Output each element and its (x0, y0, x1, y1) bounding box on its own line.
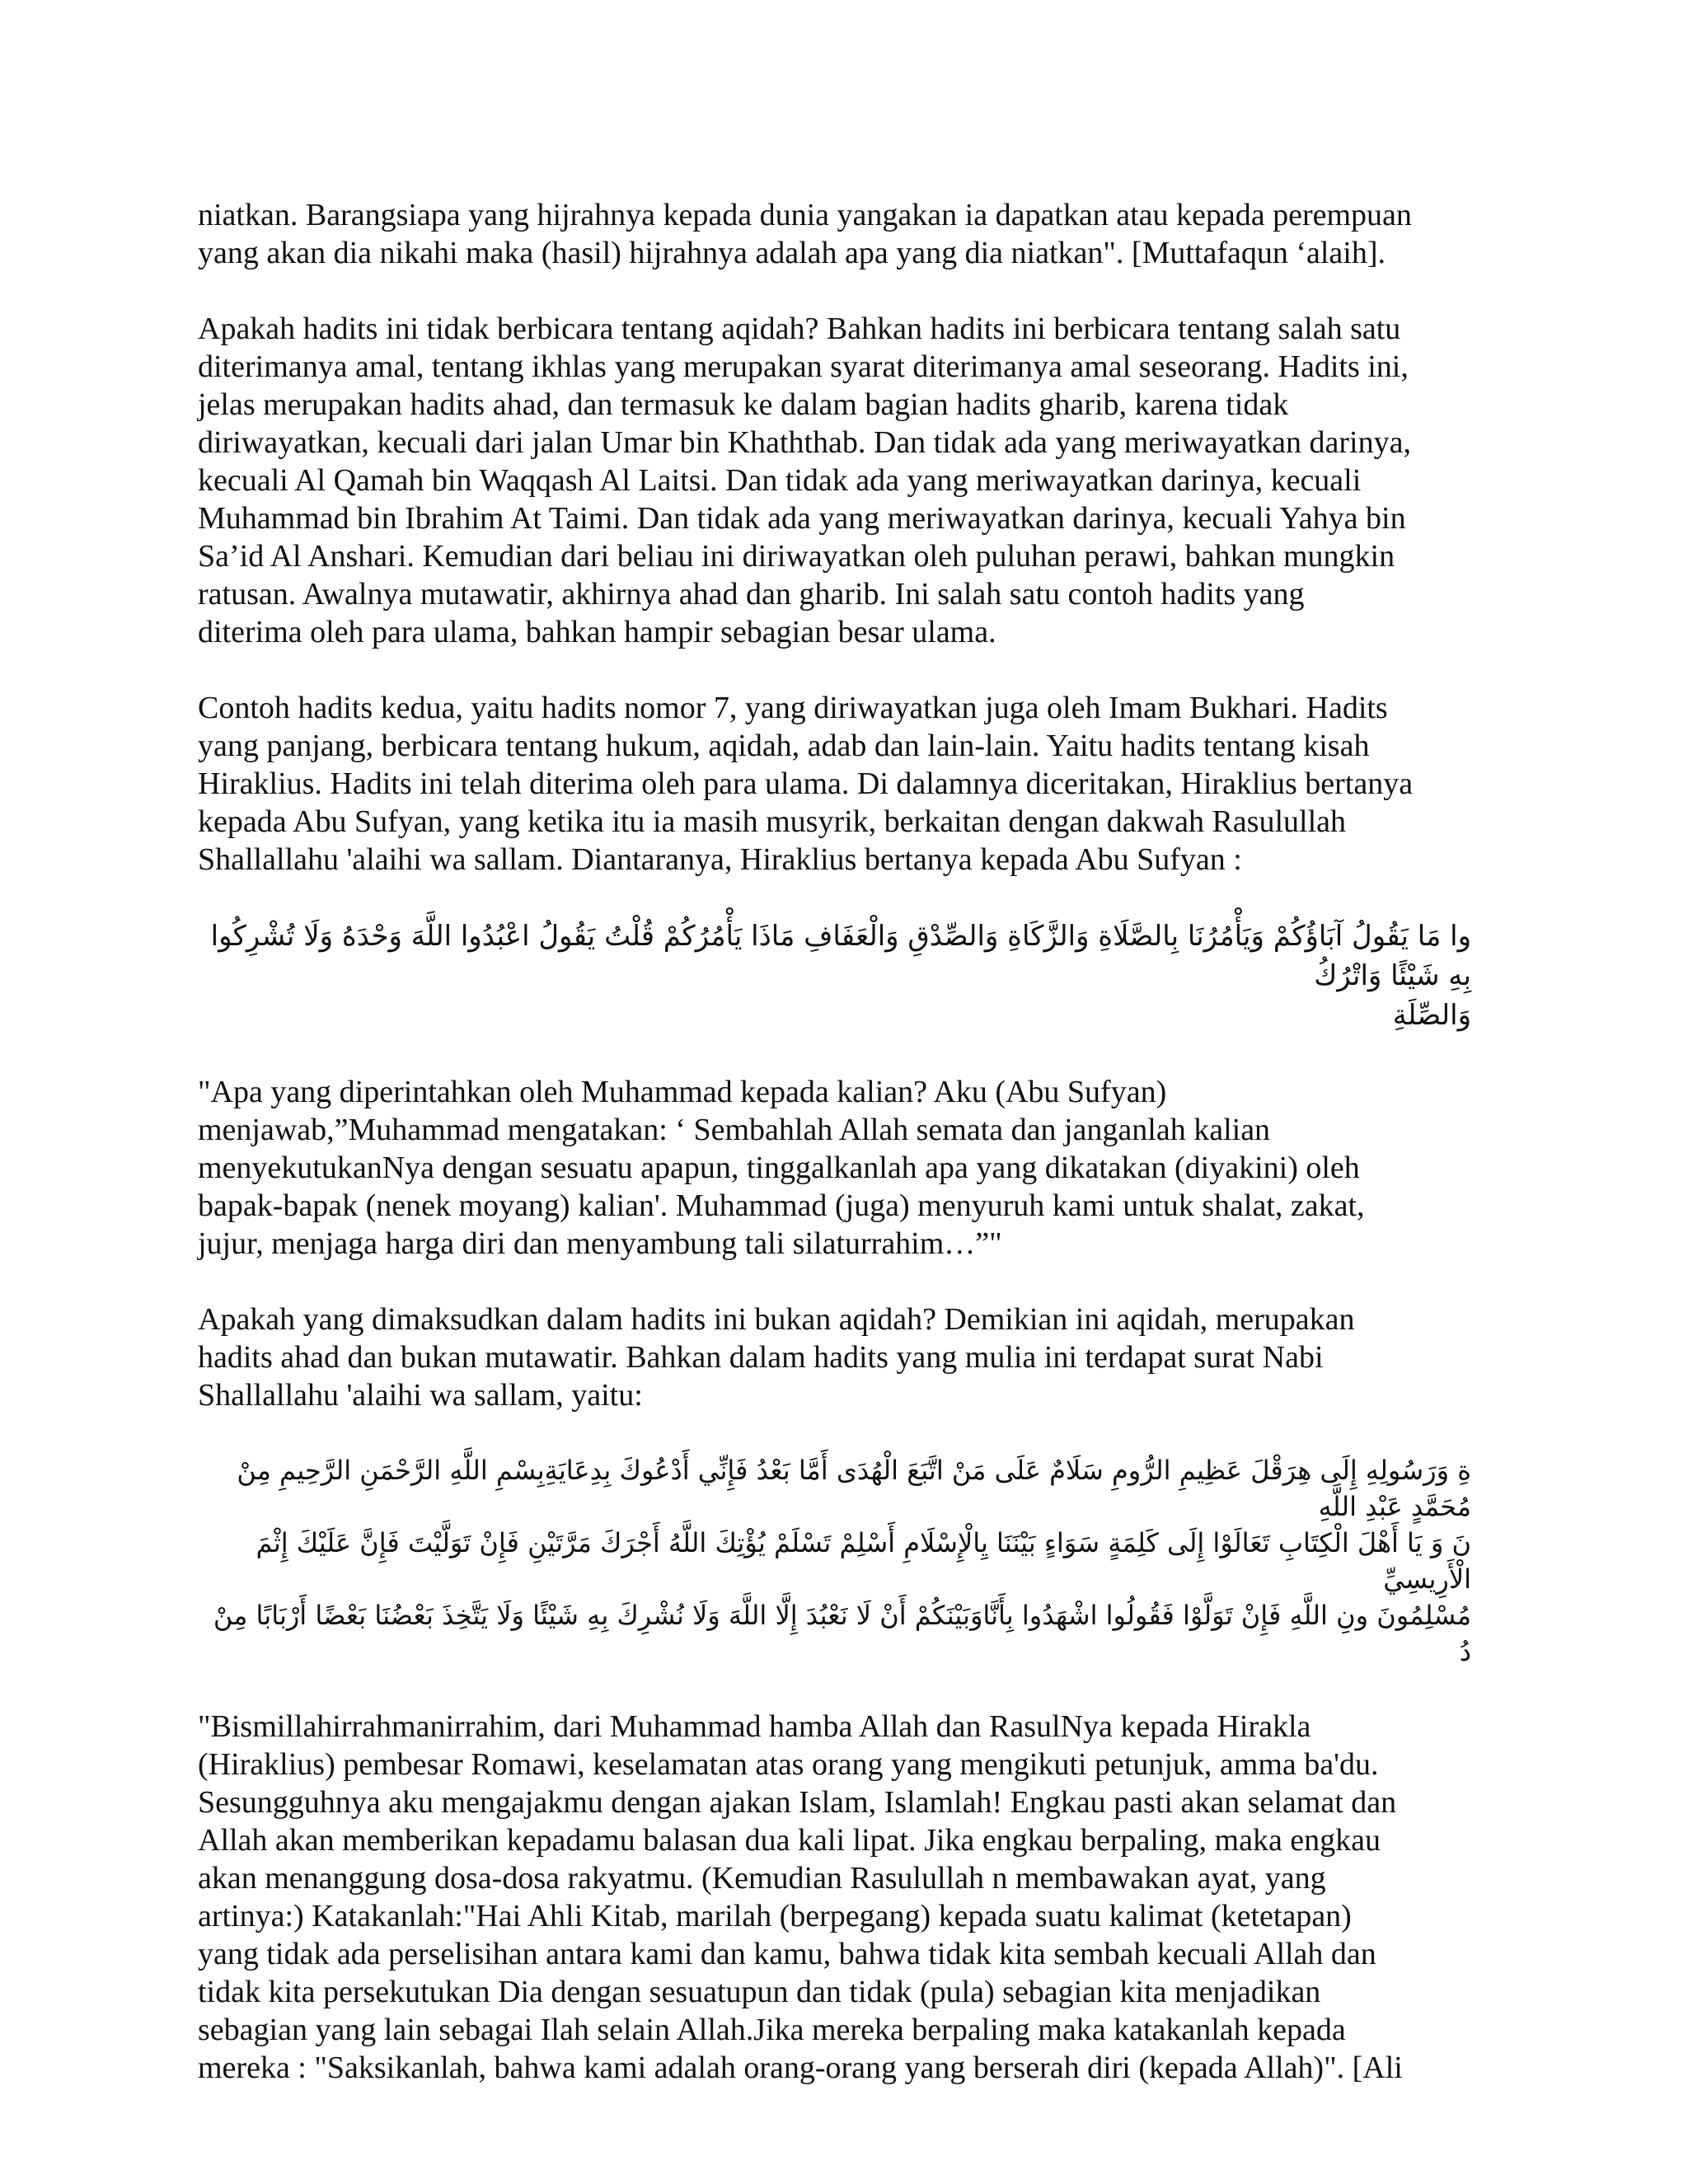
arabic-quote-2: ةِ وَرَسُولِهِ إِلَى هِرَقْلَ عَظِيمِ الرُّومِ سَلَامٌ عَلَى مَنْ اتَّبَعَ الْهُدَى أَمَّا بَعْدُ فَإِنِّي أَدْعُوكَ بِدِعَايَةِبِسْمِ اللَّهِ الرَّحْمَنِ الرَّحِيمِ مِنْ مُحَمَّدٍ عَبْدِ اللَّهِ نَ وَ يَا أَهْلَ الْكِتَابِ تَعَالَوْا إِلَى كَلِمَةٍ سَوَاءٍ بَيْنَنَا يِالْإِسْلَامِ أَسْلِمْ تَسْلَمْ يُؤْتِكَ اللَّهُ أَجْرَكَ مَرَّتَيْنِ فَإِنْ تَوَلَّيْتَ فَإِنَّ عَلَيْكَ إِثْمَ الْأَرِيسِيِّ مُسْلِمُونَ ونِ اللَّهِ فَإِنْ تَوَلَّوْا فَقُولُوا اشْهَدُوا بِأَنَّاوَبَيْنَكُمْ أَنْ لَا نَعْبُدَ إِلَّا اللَّهَ وَلَا نُشْرِكَ بِهِ شَيْئًا وَلَا يَتَّخِذَ بَعْضُنَا بَعْضًا أَرْبَابًا مِنْ دُ (213, 1455, 1471, 1667)
paragraph-4: "Apa yang diperintahkan oleh Muhammad kepada kalian? Aku (Abu Sufyan) menjawab,”Muhammad mengatakan: ‘ Sembahlah Allah semata dan janganlah kalian menyekutukanNya dengan sesuatu apapun, tinggalkanlah apa yang dikatakan (diyakini) oleh bapak-bapak (nenek moyang) kalian'. Muhammad (juga) menyuruh kami untuk shalat, zakat, jujur, menjaga harga diri dan menyambung tali silaturrahim…”" (198, 1075, 1365, 1261)
paragraph-6: "Bismillahirrahmanirrahim, dari Muhammad hamba Allah dan RasulNya kepada Hirakla (Hiraklius) pembesar Romawi, keselamatan atas orang yang mengikuti petunjuk, amma ba'du. Sesungguhnya aku mengajakmu dengan ajakan Islam, Islamlah! Engkau pasti akan selamat dan Allah akan memberikan kepadamu balasan dua kali lipat. Jika engkau berpaling, maka engkau akan menanggung dosa-dosa rakyatmu. (Kemudian Rasulullah n membawakan ayat, yang artinya:) Katakanlah:"Hai Ahli Kitab, marilah (berpegang) kepada suatu kalimat (ketetapan) yang tidak ada perselisihan antara kami dan kamu, bahwa tidak kita sembah kecuali Allah dan tidak kita persekutukan Dia dengan sesuatupun dan tidak (pula) sebagian kita menjadikan sebagian yang lain sebagai Ilah selain Allah.Jika mereka berpaling maka katakanlah kepada mereka : "Saksikanlah, bahwa kami adalah orang-orang yang berserah diri (kepada Allah)". [Ali (198, 1709, 1403, 2085)
paragraph-3: Contoh hadits kedua, yaitu hadits nomor 7, yang diriwayatkan juga oleh Imam Bukhari. Hadits yang panjang, berbicara tentang hukum, aqidah, adab dan lain-lain. Yaitu hadits tentang kisah Hiraklius. Hadits ini telah diterima oleh para ulama. Di dalamnya diceritakan, Hiraklius bertanya kepada Abu Sufyan, yang ketika itu ia masih musyrik, berkaitan dengan dakwah Rasulullah Shallallahu 'alaihi wa sallam. Diantaranya, Hiraklius bertanya kepada Abu Sufyan : (198, 691, 1414, 877)
arabic-quote-1: وا مَا يَقُولُ آبَاؤُكُمْ وَيَأْمُرُنَا بِالصَّلَاةِ وَالزَّكَاةِ وَالصِّدْقِ وَالْعَفَافِ مَاذَا يَأْمُرُكُمْ قُلْتُ يَقُولُ اعْبُدُوا اللَّهَ وَحْدَهُ وَلَا تُشْرِكُوا بِهِ شَيْئًا وَاتْرُكُ وَالصِّلَةِ (210, 920, 1471, 1032)
paragraph-5: Apakah yang dimaksudkan dalam hadits ini bukan aqidah? Demikian ini aqidah, merupakan hadits ahad dan bukan mutawatir. Bahkan dalam hadits yang mulia ini terdapat surat Nabi Shallallahu 'alaihi wa sallam, yaitu: (198, 1302, 1355, 1413)
paragraph-2: Apakah hadits ini tidak berbicara tentang aqidah? Bahkan hadits ini berbicara tentang salah satu diterimanya amal, tentang ikhlas yang merupakan syarat diterimanya amal seseorang. Hadits ini, jelas merupakan hadits ahad, dan termasuk ke dalam bagian hadits gharib, karena tidak diriwayatkan, kecuali dari jalan Umar bin Khaththab. Dan tidak ada yang meriwayatkan darinya, kecuali Al Qamah bin Waqqash Al Laitsi. Dan tidak ada yang meriwayatkan darinya, kecuali Muhammad bin Ibrahim At Taimi. Dan tidak ada yang meriwayatkan darinya, kecuali Yahya bin Sa’id Al Anshari. Kemudian dari beliau ini diriwayatkan oleh puluhan perawi, bahkan mungkin ratusan. Awalnya mutawatir, akhirnya ahad dan gharib. Ini salah satu contoh hadits yang diterima oleh para ulama, bahkan hampir sebagian besar ulama. (198, 312, 1411, 649)
paragraph-1: niatkan. Barangsiapa yang hijrahnya kepada dunia yangakan ia dapatkan atau kepada perempuan yang akan dia nikahi maka (hasil) hijrahnya adalah apa yang dia niatkan". [Muttafaqun ‘alaih]. (198, 198, 1412, 270)
document-body (198, 196, 1471, 2125)
